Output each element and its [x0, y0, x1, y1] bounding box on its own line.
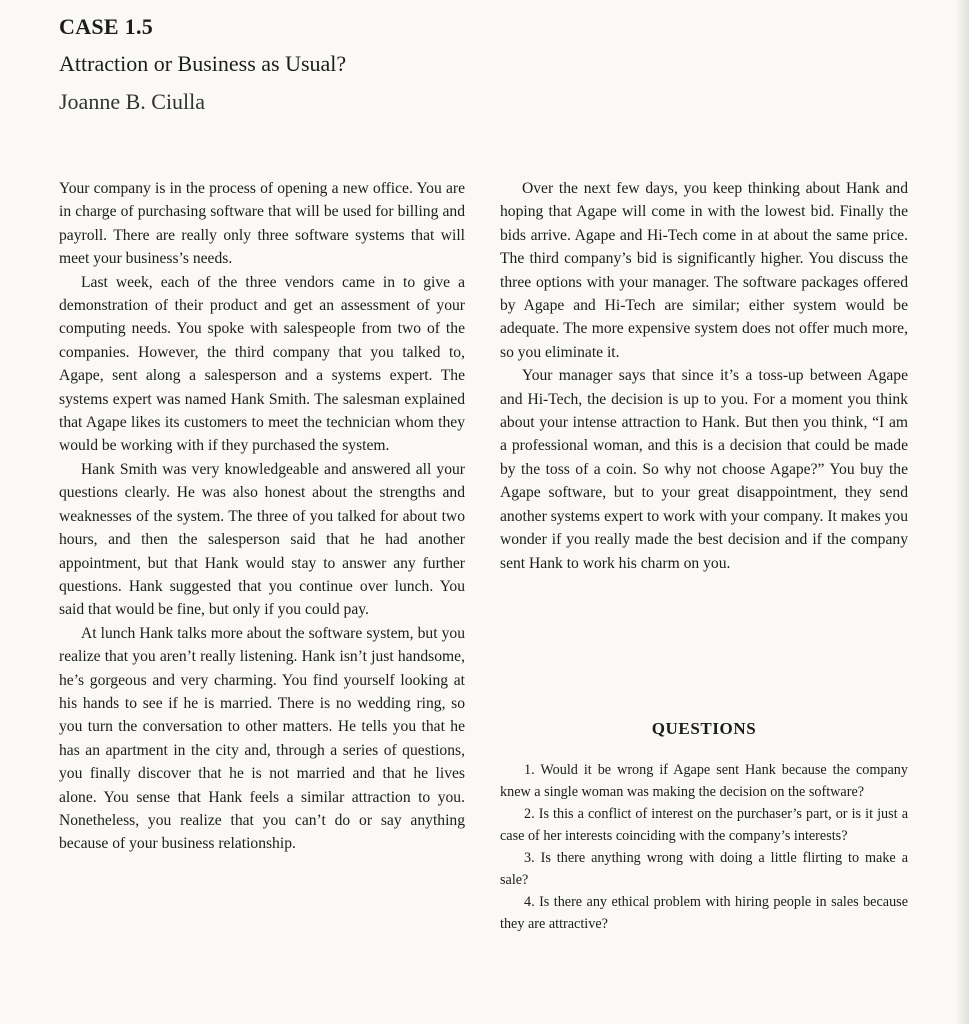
question-item: 3. Is there anything wrong with doing a little flirting to make a sale?: [500, 850, 908, 888]
case-number: CASE 1.5: [59, 14, 154, 39]
page-edge-shadow: [955, 0, 969, 1024]
questions-heading: QUESTIONS: [651, 719, 757, 738]
paragraph: Last week, each of the three vendors came in to give a demonstration of their product and get an assessment of your computing needs. You spoke with salespeople from two of the companies. However, the third company that you talked to, Agape, sent along a salesperson and a systems expert. The systems expert was named Hank Smith. The salesman explained that Agape likes its customers to meet the technician whom they would be working with if they purchased the system.: [59, 273, 465, 455]
question-item: 1. Would it be wrong if Agape sent Hank because the company knew a single woman was making the decision on the software?: [500, 762, 908, 800]
paragraph: Over the next few days, you keep thinking about Hank and hoping that Agape will come in with the lowest bid. Finally the bids arrive. Agape and Hi-Tech come in at about the same price. The third company’s bid is significantly higher. You discuss the three options with your manager. The software packages offered by Agape and Hi-Tech are similar; either system would be adequate. The more expensive system does not offer much more, so you eliminate it.: [500, 180, 908, 361]
paragraph: Your company is in the process of opening a new office. You are in charge of purchasing software that will be used for billing and payroll. There are really only three software systems that will meet your business’s needs.: [59, 180, 465, 268]
case-author: Joanne B. Ciulla: [59, 89, 206, 114]
questions-list: [500, 759, 908, 935]
right-column: [500, 177, 908, 575]
paragraph: At lunch Hank talks more about the software system, but you realize that you aren’t really listening. Hank isn’t just handsome, he’s gorgeous and very charming. You find yourself looking at his hands to see if he is married. There is no wedding ring, so you turn the conversation to other matters. He tells you that he has an apartment in the city and, through a series of questions, you finally discover that he is not married and that he lives alone. You sense that Hank feels a similar attraction to you. Nonetheless, you realize that you can’t do or say anything because of your business relationship.: [59, 624, 465, 853]
question-item: 4. Is there any ethical problem with hiring people in sales because they are attractive?: [500, 894, 908, 932]
case-title: Attraction or Business as Usual?: [59, 51, 347, 76]
paragraph: Hank Smith was very knowledgeable and answered all your questions clearly. He was also honest about the strengths and weaknesses of the system. The three of you talked for about two hours, and then the salesperson said that he had another appointment, but that Hank would stay to answer any further questions. Hank suggested that you continue over lunch. You said that would be fine, but only if you could pay.: [59, 460, 465, 619]
paragraph: Your manager says that since it’s a toss-up between Agape and Hi-Tech, the decision is up to you. For a moment you think about your intense attraction to Hank. But then you think, “I am a professional woman, and this is a decision that could be made by the toss of a coin. So why not choose Agape?” You buy the Agape software, but to your great disappointment, they send another systems expert to work with your company. It makes you wonder if you really made the best decision and if the company sent Hank to work his charm on you.: [500, 367, 908, 572]
left-column: [59, 177, 465, 856]
question-item: 2. Is this a conflict of interest on the purchaser’s part, or is it just a case of her interests coinciding with the company’s interests?: [500, 806, 908, 844]
